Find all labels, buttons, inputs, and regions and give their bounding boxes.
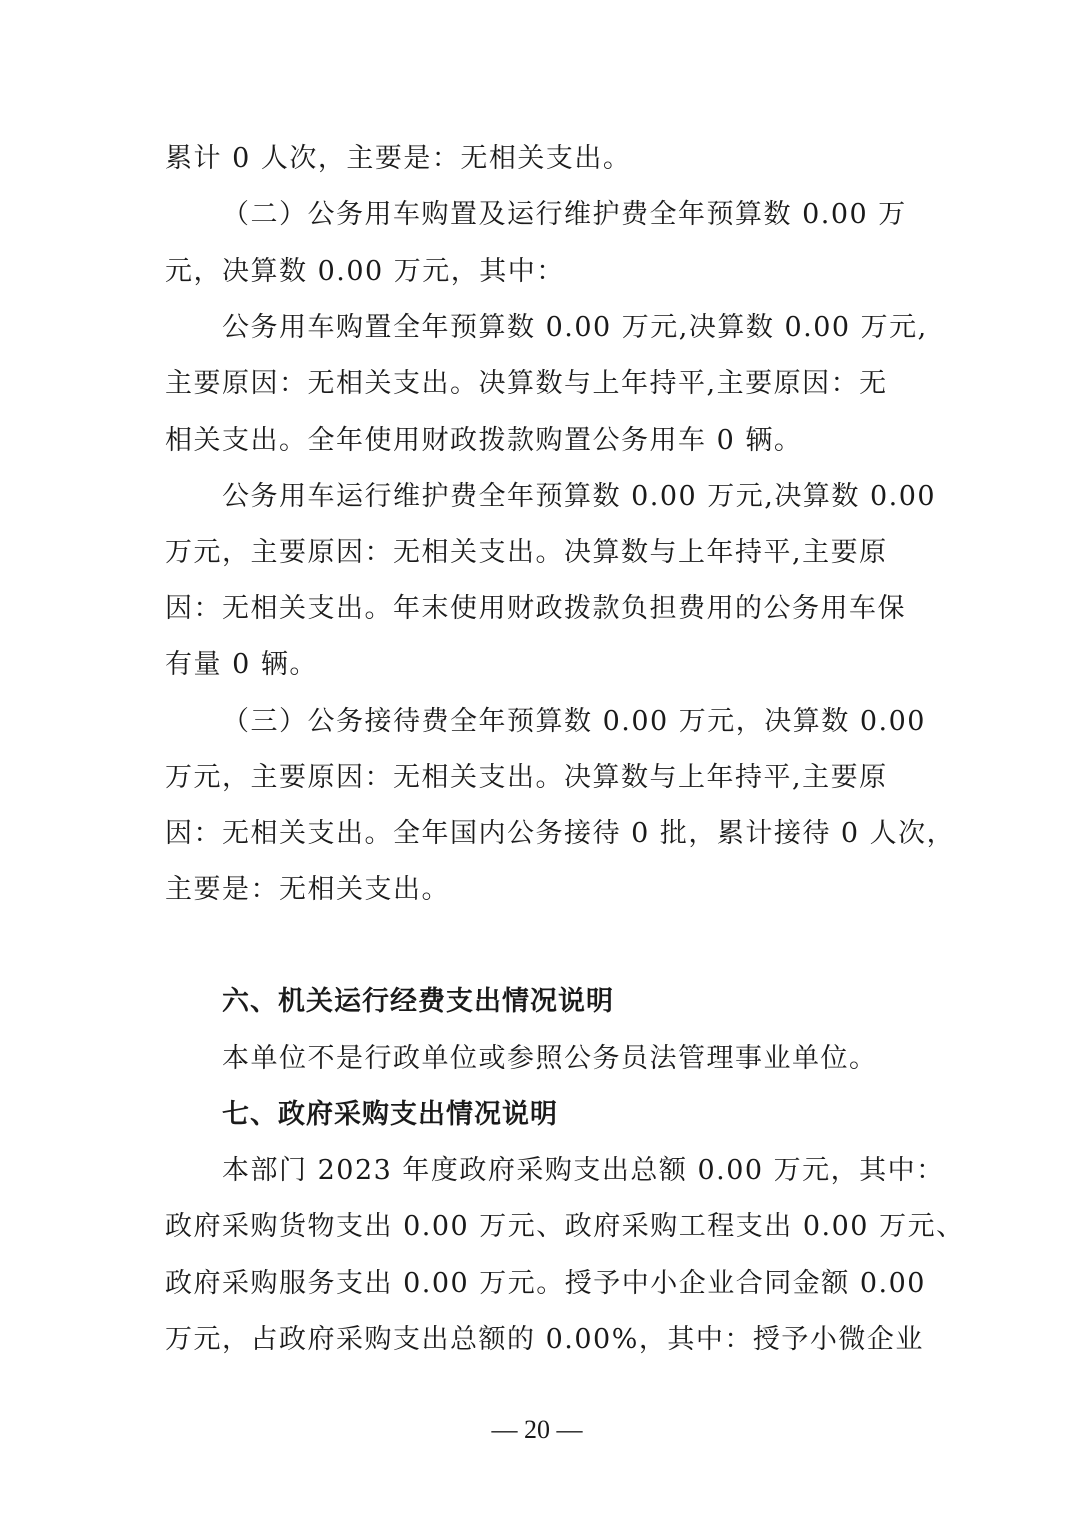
text-line: 万元，主要原因：无相关支出。决算数与上年持平,主要原 xyxy=(165,762,888,793)
text-line: （三）公务接待费全年预算数 0.00 万元，决算数 0.00 xyxy=(222,706,926,737)
text-line: 元，决算数 0.00 万元，其中： xyxy=(165,256,565,287)
page-number: — 20 — xyxy=(491,1415,583,1444)
text-line: 公务用车购置全年预算数 0.00 万元,决算数 0.00 万元, xyxy=(222,312,928,343)
text-line: 有量 0 辆。 xyxy=(165,649,318,680)
text-line: 主要是：无相关支出。 xyxy=(165,874,450,905)
text-line: 主要原因：无相关支出。决算数与上年持平,主要原因：无 xyxy=(165,368,888,399)
text-line: 累计 0 人次，主要是：无相关支出。 xyxy=(165,143,632,174)
text-line: 因：无相关支出。全年国内公务接待 0 批，累计接待 0 人次， xyxy=(165,818,956,849)
text-line: 本部门 2023 年度政府采购支出总额 0.00 万元，其中： xyxy=(222,1155,945,1186)
section-heading-7: 七、政府采购支出情况说明 xyxy=(222,1099,558,1130)
section-heading-6: 六、机关运行经费支出情况说明 xyxy=(222,986,614,1017)
text-line: （二）公务用车购置及运行维护费全年预算数 0.00 万 xyxy=(222,199,907,230)
text-line: 公务用车运行维护费全年预算数 0.00 万元,决算数 0.00 xyxy=(222,481,937,512)
text-line: 本单位不是行政单位或参照公务员法管理事业单位。 xyxy=(222,1043,878,1074)
text-line: 政府采购服务支出 0.00 万元。授予中小企业合同金额 0.00 xyxy=(165,1268,926,1299)
text-line: 万元，占政府采购支出总额的 0.00%，其中：授予小微企业 xyxy=(165,1324,924,1355)
text-line: 政府采购货物支出 0.00 万元、政府采购工程支出 0.00 万元、 xyxy=(165,1211,965,1242)
text-line: 相关支出。全年使用财政拨款购置公务用车 0 辆。 xyxy=(165,425,803,456)
text-line: 因：无相关支出。年末使用财政拨款负担费用的公务用车保 xyxy=(165,593,906,624)
text-line: 万元，主要原因：无相关支出。决算数与上年持平,主要原 xyxy=(165,537,888,568)
